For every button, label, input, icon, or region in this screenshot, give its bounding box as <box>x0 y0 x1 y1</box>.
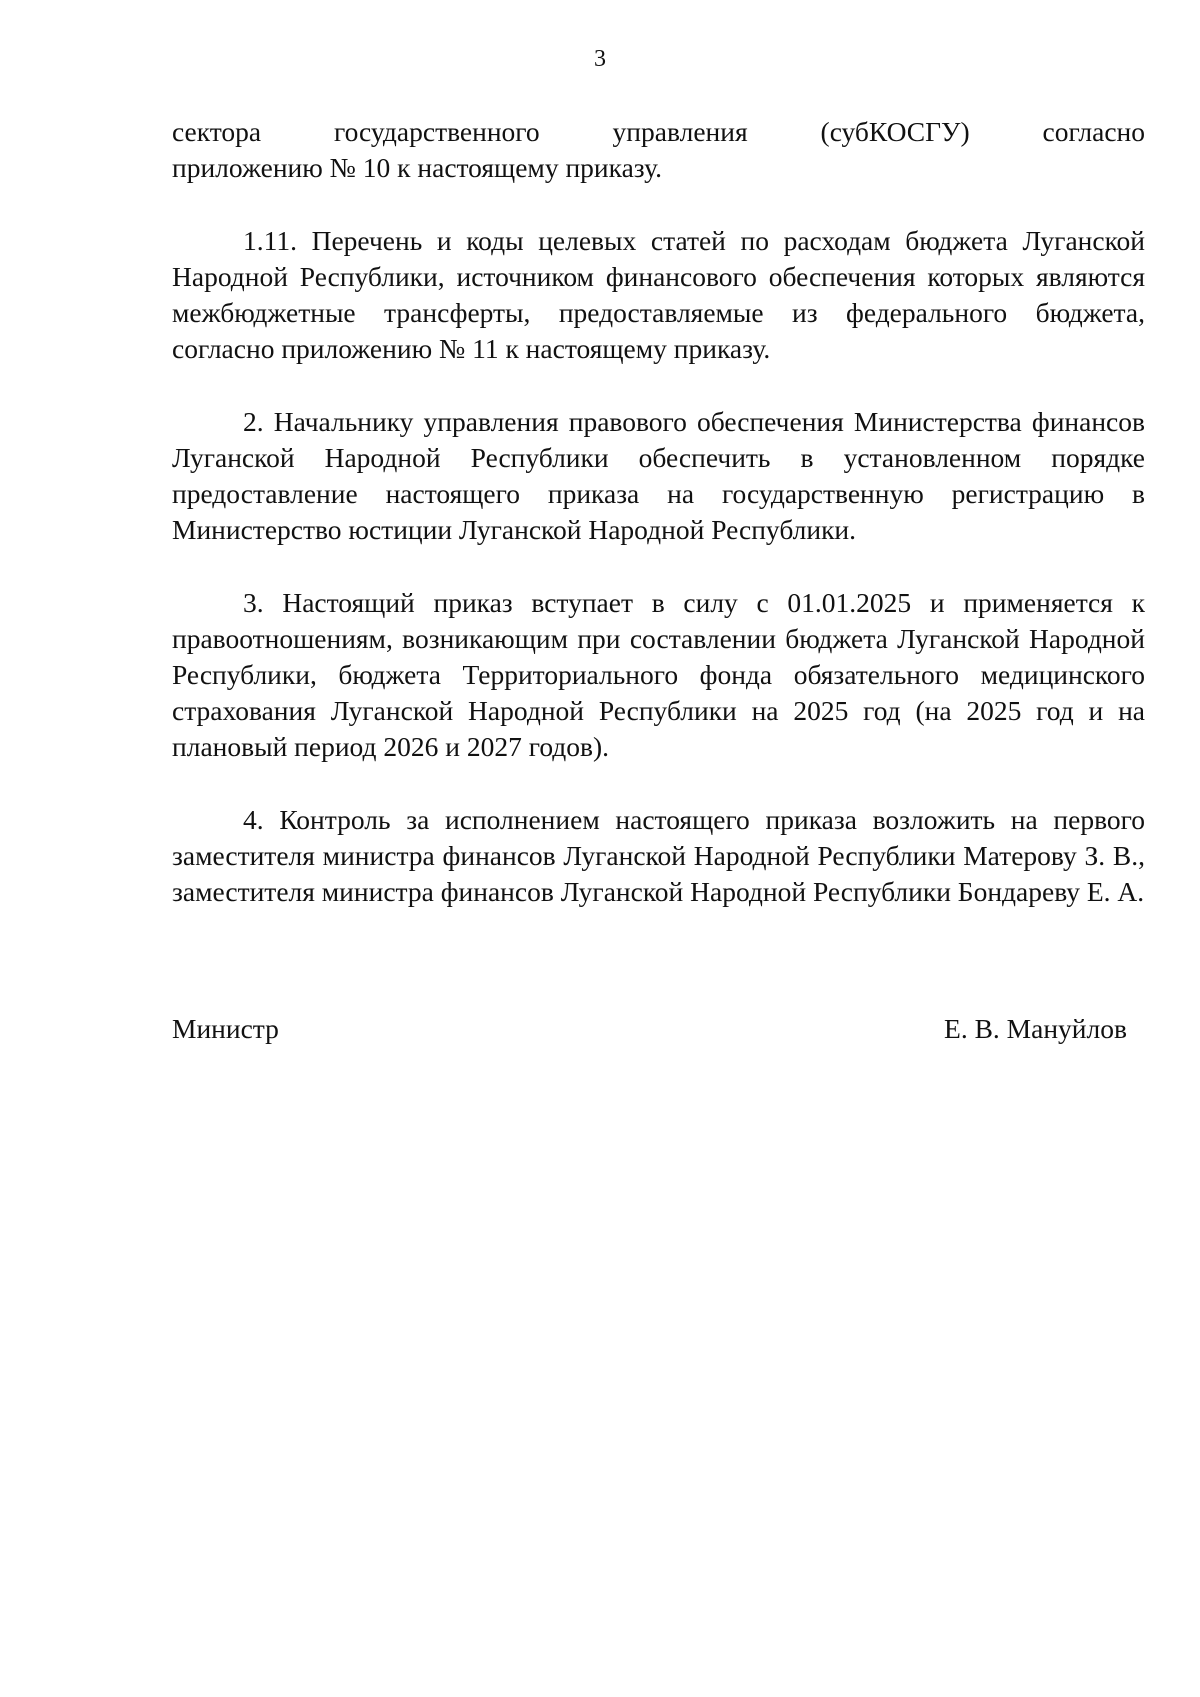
signature-position: Министр <box>172 1013 279 1044</box>
paragraph-2: 2. Начальнику управления правового обеспечения Министерства финансов Луганской Народной Республики обеспечить в установленном порядке предоставление настоящего приказа на государственную регистрацию в Министерство юстиции Луганской Народной Республики. <box>172 406 1145 545</box>
paragraph-continuation-line-1: сектора государственного управления (субКОСГУ) согласно <box>172 116 1145 147</box>
signature-block <box>172 1011 1127 1047</box>
paragraph-4: 4. Контроль за исполнением настоящего приказа возложить на первого заместителя министра финансов Луганской Народной Республики Матерову З. В., заместителя министра финансов Луганской Народной Республики Бондареву Е. А. <box>172 804 1145 907</box>
signature-name: Е. В. Мануйлов <box>944 1013 1127 1044</box>
paragraph-continuation-line-2: приложению № 10 к настоящему приказу. <box>172 152 662 183</box>
paragraph-continuation <box>172 114 1145 186</box>
paragraph-3: 3. Настоящий приказ вступает в силу с 01.01.2025 и применяется к правоотношениям, возникающим при составлении бюджета Луганской Народной Республики, бюджета Территориального фонда обязательного медицинского страхования Луганской Народной Республики на 2025 год (на 2025 год и на плановый период 2026 и 2027 годов). <box>172 587 1145 762</box>
page-number: 3 <box>594 46 606 72</box>
document-body <box>172 114 1145 947</box>
paragraph-1-11: 1.11. Перечень и коды целевых статей по расходам бюджета Луганской Народной Республики, источником финансового обеспечения которых являются межбюджетные трансферты, предоставляемые из федерального бюджета, согласно приложению № 11 к настоящему приказу. <box>172 225 1145 364</box>
